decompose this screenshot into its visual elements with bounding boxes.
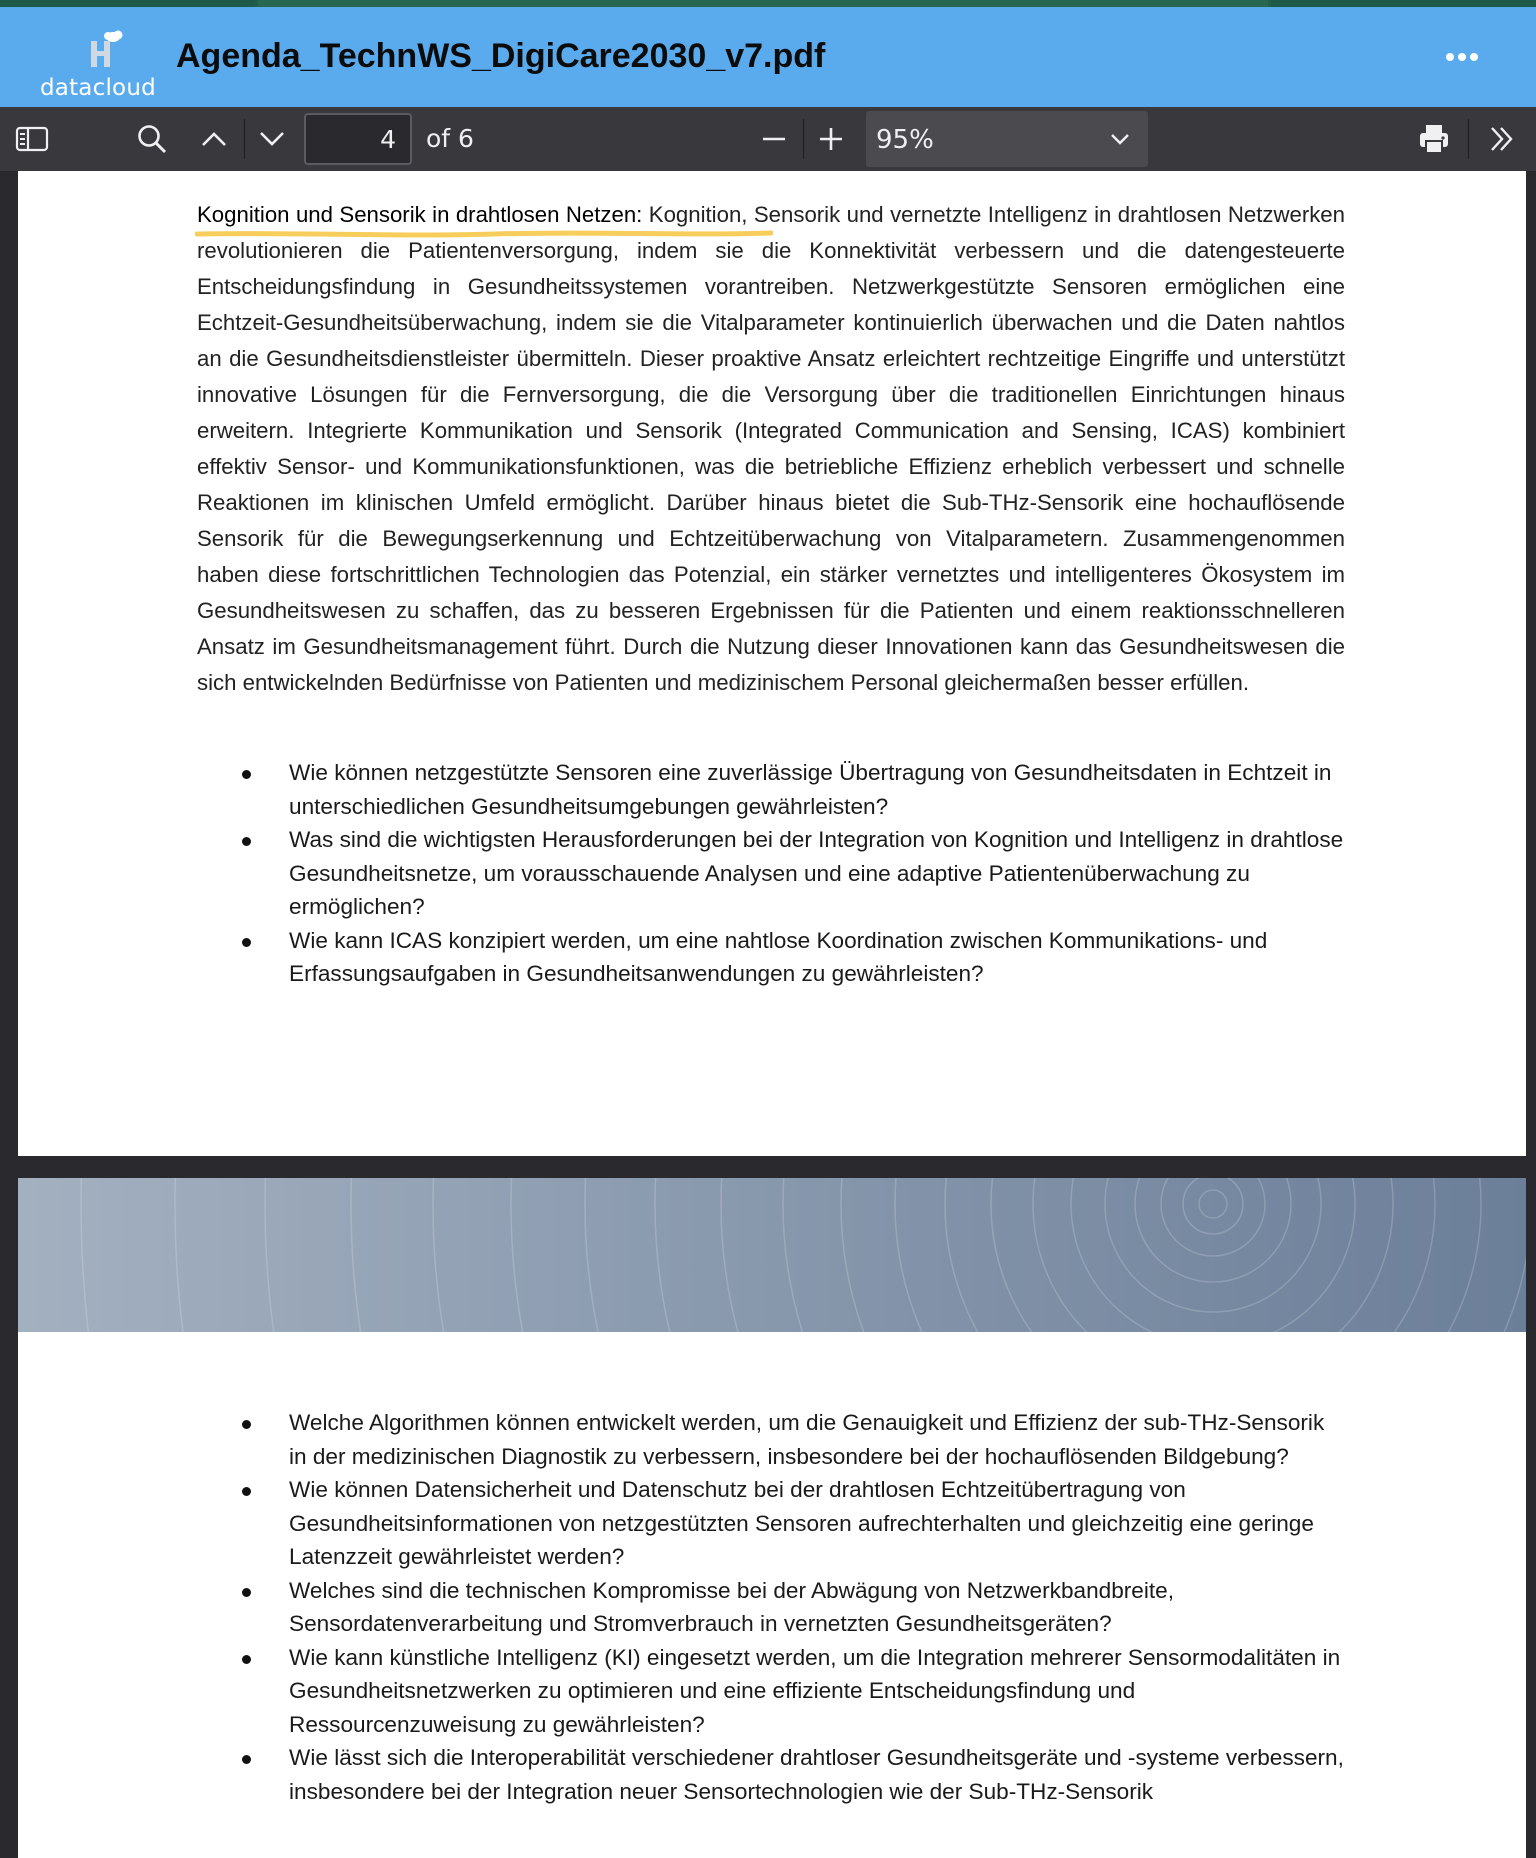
toolbar-divider	[1468, 119, 1469, 159]
pdf-toolbar	[0, 107, 1536, 171]
bullet-icon	[242, 938, 251, 947]
list-item-text: Wie können netzgestützte Sensoren eine zuverlässige Übertragung von Gesundheitsdaten in Echtzeit in unterschiedlichen Gesundheitsumgebungen gewährleisten?	[289, 760, 1332, 819]
list-item-text: Was sind die wichtigsten Herausforderungen bei der Integration von Kognition und Intelligenz in drahtlose Gesundheitsnetze, um vorausschauende Analysen und eine adaptive Patientenüberwachung zu ermöglichen?	[289, 827, 1344, 919]
document-title: Agenda_TechnWS_DigiCare2030_v7.pdf	[176, 37, 826, 75]
page-number-input[interactable]	[304, 113, 412, 165]
list-item	[197, 1574, 1345, 1641]
bullet-icon	[242, 1420, 251, 1429]
list-item-text: Welche Algorithmen können entwickelt werden, um die Genauigkeit und Effizienz der sub-THz-Sensorik in der medizinischen Diagnostik zu verbessern, insbesondere bei der hochauflösenden Bildgebung?	[289, 1410, 1325, 1469]
page-count-label: of 6	[426, 124, 474, 153]
bullet-icon	[242, 770, 251, 779]
cloud-logo-icon	[80, 27, 130, 69]
search-button[interactable]	[132, 119, 172, 159]
plus-icon	[817, 125, 845, 153]
list-item-text: Wie kann künstliche Intelligenz (KI) eingesetzt werden, um die Integration mehrerer Sensormodalitäten in Gesundheitsnetzwerken zu optimieren und eine effiziente Entscheidungsfindung und Ressourcenzuweisung zu gewährleisten?	[289, 1644, 1341, 1737]
chevron-down-icon	[258, 129, 286, 149]
search-icon	[136, 123, 168, 155]
bullet-icon	[242, 1487, 251, 1496]
paragraph-lead: Kognition und Sensorik in drahtlosen Netzen:	[197, 202, 643, 227]
sidebar-toggle-button[interactable]	[12, 119, 52, 159]
list-item	[197, 1473, 1345, 1574]
status-strip	[0, 0, 1536, 7]
printer-icon	[1417, 122, 1451, 156]
list-item-text: Welches sind die technischen Kompromisse bei der Abwägung von Netzwerkbandbreite, Sensordatenverarbeitung und Stromverbrauch in vernetzten Gesundheitsgeräten?	[289, 1577, 1174, 1636]
datacloud-logo[interactable]	[34, 21, 154, 101]
zoom-value: 95%	[876, 125, 934, 155]
chevron-up-icon	[200, 129, 228, 149]
list-item	[197, 1406, 1345, 1473]
previous-page-button[interactable]	[194, 119, 234, 159]
zoom-select[interactable]	[866, 111, 1148, 167]
chevron-down-icon	[1108, 127, 1132, 151]
list-item-text: Wie lässt sich die Interoperabilität verschiedener drahtloser Gesundheitsgeräte und -systeme verbessern, insbesondere bei der Integration neuer Sensortechnologien wie der Sub-THz-Sensorik	[289, 1745, 1344, 1804]
list-item-text: Wie kann ICAS konzipiert werden, um eine nahtlose Koordination zwischen Kommunikations- und Erfassungsaufgaben in Gesundheitsanwendungen zu gewährleisten?	[289, 927, 1268, 986]
pdf-page	[18, 171, 1526, 1156]
pdf-page	[18, 1178, 1526, 1858]
print-button[interactable]	[1414, 119, 1454, 159]
zoom-out-button[interactable]	[754, 119, 794, 159]
list-item-text: Wie können Datensicherheit und Datenschutz bei der drahtlosen Echtzeitübertragung von Gesundheitsinformationen von netzgestützten Sensoren aufrechterhalten und gleichzeitig eine geringe Latenzzeit gewährleistet werden?	[289, 1477, 1314, 1569]
logo-text: datacloud	[40, 75, 156, 101]
more-options-button[interactable]	[1440, 37, 1488, 77]
app-header	[0, 7, 1536, 107]
list-item	[197, 756, 1345, 823]
more-tools-button[interactable]	[1482, 119, 1522, 159]
list-item	[197, 1741, 1345, 1808]
sidebar-icon	[15, 125, 49, 153]
paragraph-body: Kognition, Sensorik und vernetzte Intelligenz in drahtlosen Netzwerken revolutionieren die Patientenversorgung, indem sie die Konnektivität verbessern und die datengesteuerte Entscheidungsfindung in Gesundheitssystemen vorantreiben. Netzwerkgestützte Sensoren ermöglichen eine Echtzeit-Gesundheitsüberwachung, indem sie die Vitalparameter kontinuierlich überwachen und die Daten nahtlos an die Gesundheitsdienstleister übermitteln. Dieser proaktive Ansatz erleichtert rechtzeitige Eingriffe und unterstützt innovative Lösungen für die Fernversorgung, die die Versorgung über die traditionellen Einrichtungen hinaus erweitern. Integrierte Kommunikation und Sensorik (Integrated Communication and Sensing, ICAS) kombiniert effektiv Sensor- und Kommunikationsfunktionen, was die betriebliche Effizienz erheblich verbessert und schnelle Reaktionen im klinischen Umfeld ermöglicht. Darüber hinaus bietet die Sub-THz-Sensorik eine hochauflösende Sensorik für die Bewegungserkennung und Echtzeitüberwachung von Vitalparametern. Zusammengenommen haben diese fortschrittlichen Technologien das Potenzial, ein stärker vernetztes und intelligenteres Ökosystem im Gesundheitswesen zu schaffen, das zu besseren Ergebnissen für die Patienten und einem reaktionsschnelleren Ansatz im Gesundheitsmanagement führt. Durch die Nutzung dieser Innovationen kann das Gesundheitswesen die sich entwickelnden Bedürfnisse von Patienten und medizinischem Personal gleichermaßen besser erfüllen.	[197, 202, 1345, 695]
minus-icon	[760, 125, 788, 153]
list-item	[197, 823, 1345, 924]
next-page-button[interactable]	[252, 119, 292, 159]
ellipsis-icon	[1440, 37, 1488, 77]
paragraph	[197, 197, 1345, 701]
bullet-icon	[242, 1755, 251, 1764]
page-header-banner	[18, 1178, 1526, 1332]
bullet-icon	[242, 837, 251, 846]
list-item	[197, 924, 1345, 991]
list-item	[197, 1641, 1345, 1742]
bullet-icon	[242, 1655, 251, 1664]
toolbar-divider	[803, 119, 804, 159]
zoom-in-button[interactable]	[811, 119, 851, 159]
toolbar-divider	[244, 119, 245, 159]
question-list	[197, 1406, 1345, 1808]
double-chevron-right-icon	[1487, 124, 1517, 154]
question-list	[197, 756, 1345, 991]
bullet-icon	[242, 1588, 251, 1597]
